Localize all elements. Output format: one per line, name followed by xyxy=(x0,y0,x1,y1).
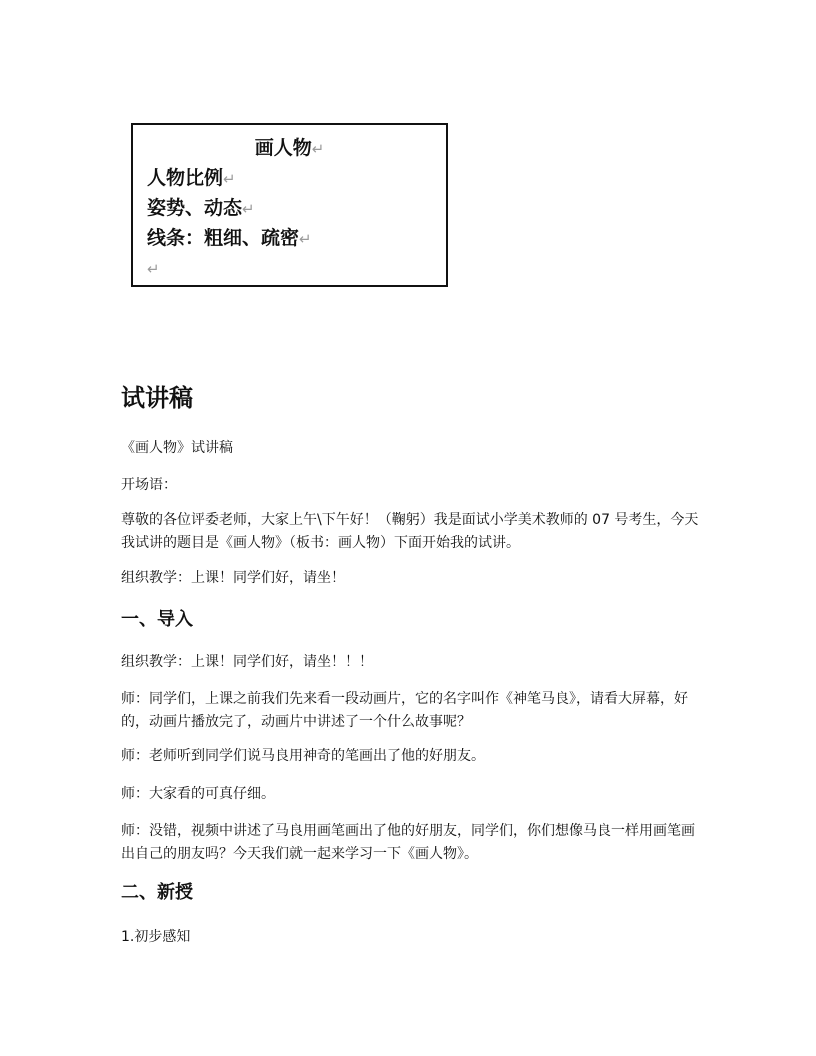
section-heading-intro: 一、导入 xyxy=(121,609,193,630)
board-empty-line xyxy=(147,255,160,282)
teacher-paragraph-3: 师：大家看的可真仔细。 xyxy=(121,786,275,802)
board-line-posture xyxy=(147,195,255,222)
document-subtitle: 《画人物》试讲稿 xyxy=(121,440,233,456)
board-line-text: 人物比例 xyxy=(147,167,224,189)
paragraph-mark-icon: ↵ xyxy=(311,140,325,158)
organize-teaching-2: 组织教学：上课！同学们好，请坐！！！ xyxy=(121,654,373,670)
paragraph-mark-icon: ↵ xyxy=(299,230,312,248)
paragraph-mark-icon: ↵ xyxy=(147,260,160,278)
blackboard-design-box xyxy=(131,123,448,287)
section-heading-new-lesson: 二、新授 xyxy=(121,882,193,903)
board-line-proportion xyxy=(147,165,236,192)
opening-paragraph: 尊敬的各位评委老师，大家上午\下午好！（鞠躬）我是面试小学美术教师的 07 号考生，今天我试讲的题目是《画人物》（板书：画人物）下面开始我的试讲。 xyxy=(121,512,699,551)
opening-label: 开场语： xyxy=(121,477,177,493)
board-title xyxy=(133,135,446,162)
board-line-text: 姿势、动态 xyxy=(147,197,243,219)
paragraph-mark-icon: ↵ xyxy=(242,200,255,218)
board-title-text: 画人物 xyxy=(254,137,312,159)
list-item-initial-perception: 1.初步感知 xyxy=(121,929,191,945)
paragraph-mark-icon: ↵ xyxy=(223,170,236,188)
board-line-text: 线条：粗细、疏密 xyxy=(147,227,300,249)
board-line-lines xyxy=(147,225,312,252)
teacher-paragraph-2: 师：老师听到同学们说马良用神奇的笔画出了他的好朋友。 xyxy=(121,748,485,764)
teacher-paragraph-1: 师：同学们，上课之前我们先来看一段动画片，它的名字叫作《神笔马良》，请看大屏幕，好的，动画片播放完了，动画片中讲述了一个什么故事呢？ xyxy=(121,691,688,730)
organize-teaching-1: 组织教学：上课！同学们好，请坐！ xyxy=(121,570,345,586)
teacher-paragraph-4: 师：没错，视频中讲述了马良用画笔画出了他的好朋友，同学们，你们想像马良一样用画笔画出自己的朋友吗？今天我们就一起来学习一下《画人物》。 xyxy=(121,823,695,862)
document-title: 试讲稿 xyxy=(121,384,193,412)
